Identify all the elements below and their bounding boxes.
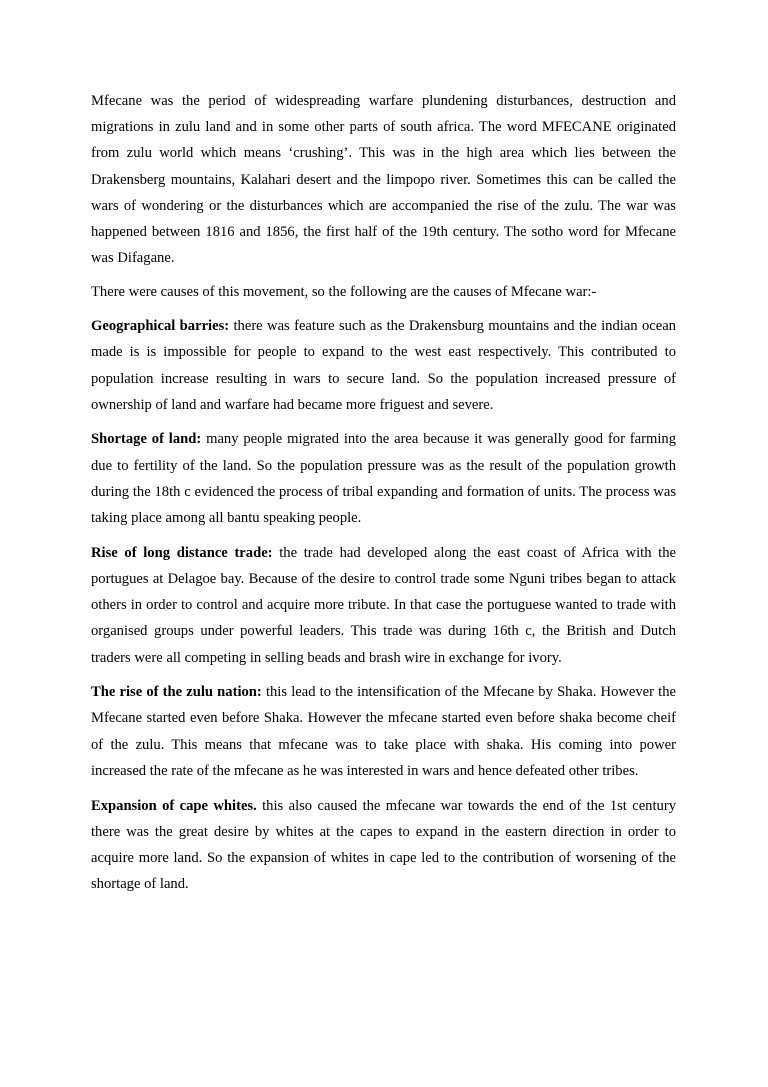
cause-expansion-of-cape-whites xyxy=(91,793,676,898)
cause-text: this lead to the intensification of the Mfecane by Shaka. However the Mfecane started even before Shaka. However the mfecane started even before shaka become cheif of the zulu. This means that mfecane was to take place with shaka. His coming into power increased the rate of the mfecane as he was interested in wars and hence defeated other tribes. xyxy=(91,684,677,779)
cause-heading: Shortage of land: xyxy=(91,431,202,448)
document-body xyxy=(91,88,676,906)
cause-text: there was feature such as the Drakensburg mountains and the indian ocean made is is impossible for people to expand to the west east respectively. This contributed to population increase resulting in wars to secure land. So the population increased pressure of ownership of land and warfare had became more friguest and severe. xyxy=(91,318,676,413)
cause-heading: Expansion of cape whites. xyxy=(91,797,257,814)
intro-paragraph: Mfecane was the period of widespreading warfare plundening disturbances, destruction and migrations in zulu land and in some other parts of south africa. The word MFECANE originated from zulu world which means ‘crushing’. This was in the high area which lies between the Drakensberg mountains, Kalahari desert and the limpopo river. Sometimes this can be called the wars of wondering or the disturbances which are accompanied the rise of the zulu. The war was happened between 1816 and 1856, the first half of the 19th century. The sotho word for Mfecane was Difagane. xyxy=(91,93,676,267)
cause-shortage-of-land xyxy=(91,426,676,531)
cause-text: this also caused the mfecane war towards the end of the 1st century there was the great desire by whites at the capes to expand in the eastern direction in order to acquire more land. So the expansion of whites in cape led to the contribution of worsening of the shortage of land. xyxy=(91,797,676,893)
causes-intro: There were causes of this movement, so the following are the causes of Mfecane war:- xyxy=(91,283,597,300)
cause-heading: The rise of the zulu nation: xyxy=(91,684,262,701)
cause-text: many people migrated into the area because it was generally good for farming due to fertility of the land. So the population pressure was as the result of the population growth during the 18th c evidenced the process of tribal expanding and formation of units. The process was taking place among all bantu speaking people. xyxy=(91,431,676,527)
cause-heading: Rise of long distance trade: xyxy=(91,544,273,561)
cause-rise-of-zulu-nation xyxy=(91,679,676,784)
cause-text: the trade had developed along the east coast of Africa with the portugues at Delagoe bay. Because of the desire to control trade some Nguni tribes began to attack others in order to control and acquire more tribute. In that case the portuguese wanted to trade with organised groups under powerful leaders. This trade was during 16th c, the British and Dutch traders were all competing in selling beads and brash wire in exchange for ivory. xyxy=(91,544,677,666)
cause-heading: Geographical barries: xyxy=(91,318,230,335)
cause-geographical-barriers xyxy=(91,313,676,418)
cause-long-distance-trade xyxy=(91,540,676,671)
